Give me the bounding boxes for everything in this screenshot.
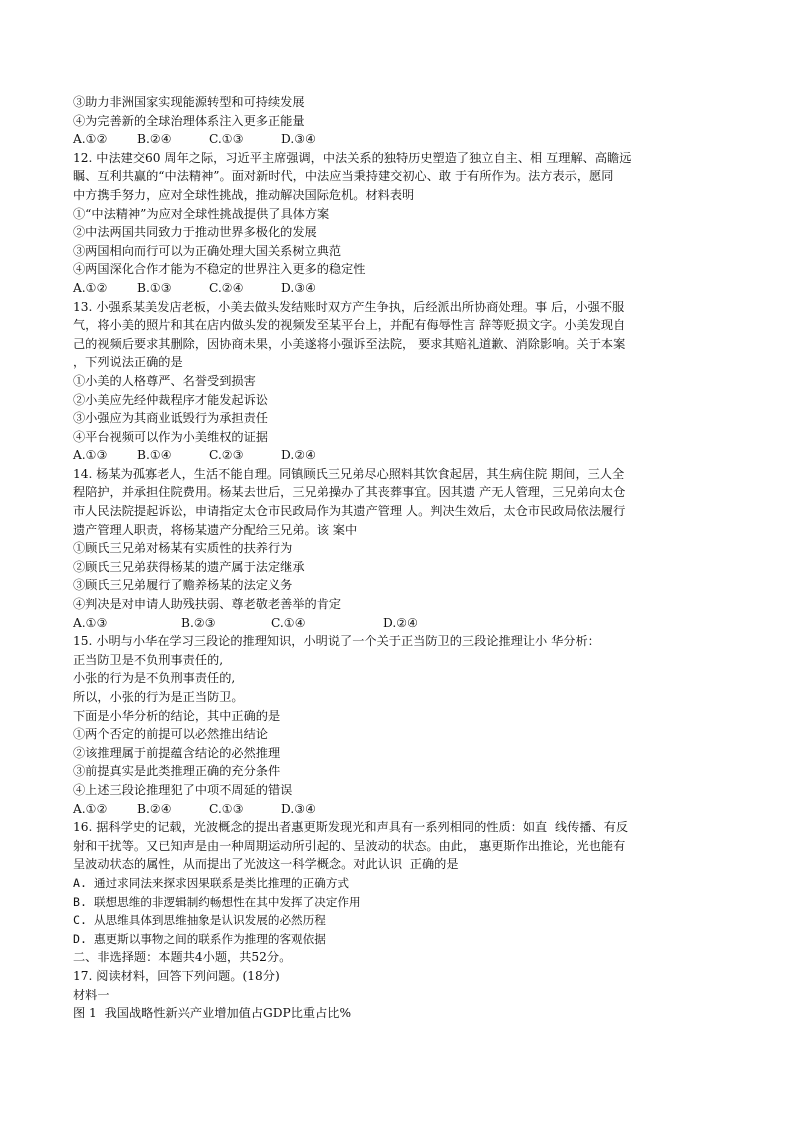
q12-stem-line: 瞩、互利共赢的“中法精神”。面对新时代，中法应当秉持建交初心、敢 于有所作为。法方表示，愿同 (73, 169, 614, 184)
exam-page (73, 93, 723, 1023)
q14-item: ③顾氏三兄弟履行了赡养杨某的法定义务 (73, 578, 293, 593)
q13-option-a: A.①③ (73, 448, 108, 463)
q13-option-c: C.②③ (209, 448, 244, 463)
q13-option-d: D.②④ (281, 448, 317, 463)
section-heading: 二、非选择题：本题共4小题，共52分。 (73, 950, 292, 965)
q11-option-d: D.③④ (281, 132, 317, 147)
q14-option-d: D.②④ (383, 615, 419, 630)
q11-item-3: ③助力非洲国家实现能源转型和可持续发展 (73, 95, 305, 109)
q13-item: ①小美的人格尊严、名誉受到损害 (73, 373, 256, 388)
figure-caption: 图 1 我国战略性新兴产业增加值占GDP比重占比% (73, 1006, 352, 1021)
q15-options (73, 800, 723, 819)
q15-item: ④上述三段论推理犯了中项不周延的错误 (73, 782, 293, 797)
q16-choice-d: D. 惠更斯以事物之间的联系作为推理的客观依据 (73, 931, 326, 946)
q13-stem-line: 己的视频后要求其删除，因协商未果，小美遂将小强诉至法院， 要求其赔礼道歉、消除影响。关于本案 (73, 336, 626, 351)
q13-options (73, 446, 723, 465)
q11-option-a: A.①② (73, 132, 108, 147)
q12-stem-line: 12. 中法建交60 周年之际，习近平主席强调，中法关系的独特历史塑造了独立自主、相 互理解、高瞻远 (73, 150, 632, 165)
q15-premise-minor: 小张的行为是不负刑事责任的, (73, 671, 236, 686)
q16-choice-a: A. 通过求同法来探求因果联系是类比推理的正确方式 (73, 875, 350, 890)
q16-choice-b: B. 联想思维的非逻辑制约畅想性在其中发挥了决定作用 (73, 894, 361, 909)
q16-stem-line: 呈波动状态的属性，从而提出了光波这一科学概念。对此认识 正确的是 (73, 857, 459, 872)
q15-option-b: B.②④ (137, 801, 172, 816)
q14-stem-line: 程陪护，并承担住院费用。杨某去世后，三兄弟操办了其丧葬事宜。因其遗 产无人管理，三兄弟向太仓 (73, 485, 626, 500)
q12-option-a: A.①② (73, 280, 108, 295)
q15-stem-line: 15. 小明与小华在学习三段论的推理知识，小明说了一个关于正当防卫的三段论推理让小 华分析： (73, 634, 600, 649)
q14-stem-line: 14. 杨某为孤寡老人，生活不能自理。同镇顾氏三兄弟尽心照料其饮食起居，其生病住院 期间，三人全 (73, 466, 625, 481)
q15-item: ②该推理属于前提蕴含结论的必然推理 (73, 745, 281, 760)
q14-option-a: A.①③ (73, 615, 108, 630)
q11-item-4: ④为完善新的全球治理体系注入更多正能量 (73, 113, 305, 128)
q15-premise-major: 正当防卫是不负刑事责任的, (73, 652, 224, 667)
q11-option-c: C.①③ (209, 132, 244, 147)
q14-stem-line: 遗产管理人职责，将杨某遗产分配给三兄弟。该 案中 (73, 522, 358, 537)
q13-stem-line: 气，将小美的照片和其在店内做头发的视频发至某平台上，并配有侮辱性言 辞等贬损文字。小美发现自 (73, 318, 626, 333)
q13-item: ④平台视频可以作为小美维权的证据 (73, 429, 268, 444)
q16-choice-c: C. 从思维具体到思维抽象是认识发展的必然历程 (73, 913, 326, 928)
q14-options (73, 614, 723, 633)
q16-stem-line: 射和干扰等。又已知声是由一种周期运动所引起的、呈波动的状态。由此， 惠更斯作出推论，光也能有 (73, 838, 626, 853)
q17-stem: 17. 阅读材料，回答下列问题。(18分) (73, 968, 280, 983)
q15-conclusion: 所以，小张的行为是正当防卫。 (73, 690, 244, 704)
q13-stem-line: ，下列说法正确的是 (73, 355, 183, 370)
q13-item: ②小美应先经仲裁程序才能发起诉讼 (73, 392, 268, 407)
q14-item: ④判决是对申请人助残扶弱、尊老敬老善举的肯定 (73, 597, 342, 612)
q16-stem-line: 16. 据科学史的记载，光波概念的提出者惠更斯发现光和声具有一系列相同的性质：如直 线传播、有反 (73, 820, 629, 835)
q12-options (73, 279, 723, 298)
q15-item: ①两个否定的前提可以必然推出结论 (73, 727, 268, 742)
q12-item: ④两国深化合作才能为不稳定的世界注入更多的稳定性 (73, 262, 366, 277)
q12-item: ①“中法精神”为应对全球性挑战提供了具体方案 (73, 206, 330, 221)
q13-item: ③小强应为其商业诋毁行为承担责任 (73, 411, 268, 426)
q14-item: ②顾氏三兄弟获得杨某的遗产属于法定继承 (73, 559, 305, 574)
q11-options (73, 130, 723, 149)
q15-item: ③前提真实是此类推理正确的充分条件 (73, 764, 281, 779)
q15-option-a: A.①② (73, 801, 108, 816)
q11-option-b: B.②④ (137, 132, 172, 147)
q13-option-b: B.①④ (137, 448, 172, 463)
q14-option-b: B.②③ (181, 615, 216, 630)
q12-item: ②中法两国共同致力于推动世界多极化的发展 (73, 225, 317, 240)
q14-option-c: C.①④ (271, 615, 306, 630)
q14-item: ①顾氏三兄弟对杨某有实质性的扶养行为 (73, 541, 293, 556)
q14-stem-line: 市人民法院提起诉讼，申请指定太仓市民政局作为其遗产管理 人。判决生效后，太仓市民政局依法履行 (73, 504, 626, 519)
q12-item: ③两国相向而行可以为正确处理大国关系树立典范 (73, 243, 342, 258)
q12-stem-line: 中方携手努力，应对全球性挑战，推动解决国际危机。材料表明 (73, 187, 415, 202)
q13-stem-line: 13. 小强系某美发店老板，小美去做头发结账时双方产生争执，后经派出所协商处理。事 后，小强不服 (73, 299, 625, 314)
q15-option-c: C.①③ (209, 801, 244, 816)
q15-option-d: D.③④ (281, 801, 317, 816)
q15-question: 下面是小华分析的结论，其中正确的是 (73, 708, 281, 723)
q12-option-c: C.②④ (209, 280, 244, 295)
q17-material-label: 材料一 (73, 987, 110, 1002)
q12-option-b: B.①③ (137, 280, 172, 295)
q12-option-d: D.③④ (281, 280, 317, 295)
